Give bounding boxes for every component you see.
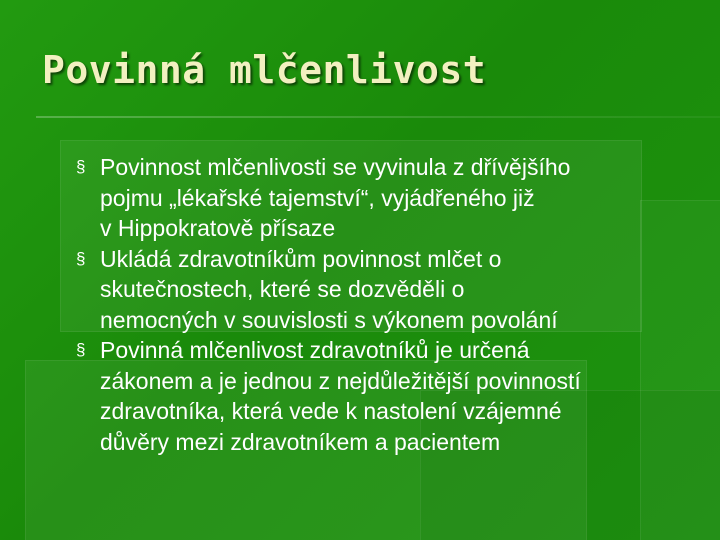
bullet-list <box>76 152 706 457</box>
bullet-text-line: zákonem a je jednou z nejdůležitější povinností <box>100 367 581 394</box>
section-sign-bullet-icon: § <box>76 157 86 176</box>
bullet-text-line: Povinnost mlčenlivosti se vyvinula z dřívějšího <box>100 154 571 180</box>
bullet-text-line: důvěry mezi zdravotníkem a pacientem <box>100 428 501 455</box>
bullet-text-line: Ukládá zdravotníkům povinnost mlčet o <box>100 245 502 272</box>
bullet-text-line: v Hippokratově přísaze <box>100 215 336 241</box>
bullet-item <box>76 244 706 336</box>
slide-title: Povinná mlčenlivost <box>42 48 487 92</box>
title-divider <box>36 116 720 118</box>
bullet-text-line: skutečnostech, které se dozvěděli o <box>100 276 465 302</box>
bullet-text-line: zdravotníka, která vede k nastolení vzájemné <box>100 398 562 424</box>
bullet-item <box>76 335 706 457</box>
section-sign-bullet-icon: § <box>76 340 86 359</box>
section-sign-bullet-icon: § <box>76 248 86 268</box>
bullet-text-line: Povinná mlčenlivost zdravotníků je určená <box>100 337 530 363</box>
bullet-item <box>76 152 706 244</box>
bullet-text-line: nemocných v souvislosti s výkonem povolání <box>100 306 558 333</box>
bullet-text-line: pojmu „lékařské tajemství“, vyjádřeného již <box>100 184 535 211</box>
